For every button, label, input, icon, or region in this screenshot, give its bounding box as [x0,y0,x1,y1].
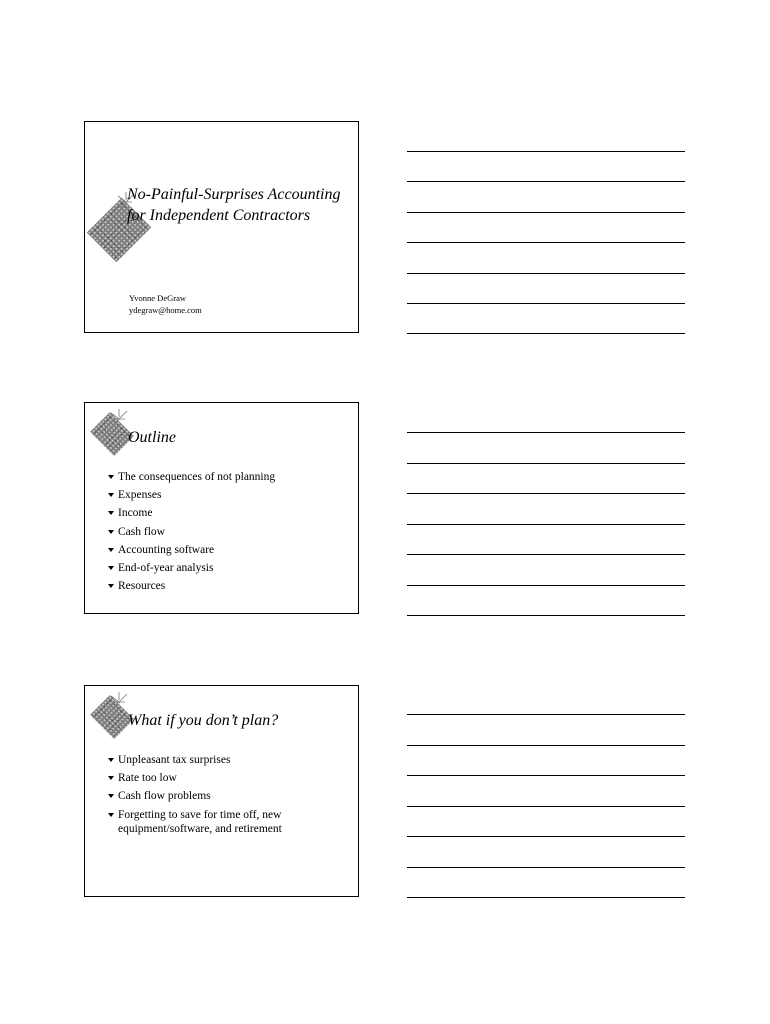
triangle-bullet-icon [108,548,114,552]
list-item: Unpleasant tax surprises [107,751,347,769]
author-name: Yvonne DeGraw [129,293,186,303]
slide-heading: What if you don’t plan? [128,712,279,729]
notes-line [407,333,685,334]
list-item: Accounting software [107,541,347,559]
notes-line [407,585,685,586]
triangle-bullet-icon [108,813,114,817]
notes-line [407,151,685,152]
notes-line [407,524,685,525]
notes-line [407,432,685,433]
list-item: End-of-year analysis [107,559,347,577]
triangle-bullet-icon [108,794,114,798]
notes-line [407,554,685,555]
slide-title-line-2: for Independent Contractors [127,207,311,224]
triangle-bullet-icon [108,511,114,515]
notes-line [407,615,685,616]
notes-line [407,493,685,494]
triangle-bullet-icon [108,584,114,588]
list-item: Cash flow problems [107,787,347,805]
triangle-bullet-icon [108,758,114,762]
sparkle-icon [109,409,129,429]
slide-1 [84,121,359,333]
triangle-bullet-icon [108,776,114,780]
notes-line [407,181,685,182]
sparkle-icon [109,692,129,712]
triangle-bullet-icon [108,530,114,534]
notes-line [407,714,685,715]
notes-line [407,867,685,868]
bullet-list [107,751,347,837]
slide-3 [84,685,359,897]
notes-line [407,836,685,837]
bullet-list [107,468,347,595]
list-item: Resources [107,577,347,595]
list-item: Forgetting to save for time off, new equipment/software, and retirement [107,806,347,837]
author-email: ydegraw@home.com [129,305,202,315]
list-item: The consequences of not planning [107,468,347,486]
slide-title [127,184,340,226]
triangle-bullet-icon [108,475,114,479]
slide-title-line-1: No-Painful-Surprises Accounting [127,186,341,203]
notes-line [407,303,685,304]
notes-line [407,463,685,464]
notes-line [407,806,685,807]
notes-line [407,273,685,274]
list-item: Rate too low [107,769,347,787]
author-block [129,292,202,316]
triangle-bullet-icon [108,566,114,570]
triangle-bullet-icon [108,493,114,497]
notes-line [407,775,685,776]
notes-line [407,897,685,898]
notes-line [407,242,685,243]
slide-heading: Outline [128,429,176,446]
slide-2 [84,402,359,614]
notes-line [407,212,685,213]
list-item: Income [107,504,347,522]
list-item: Cash flow [107,523,347,541]
list-item: Expenses [107,486,347,504]
notes-line [407,745,685,746]
